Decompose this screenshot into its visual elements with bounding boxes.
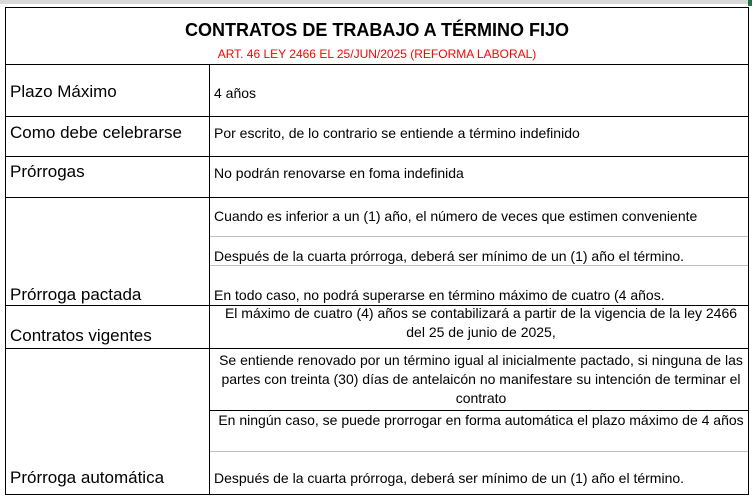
- row-divider: [6, 64, 748, 65]
- column-header-strip: [0, 0, 748, 4]
- value-prorrogas: No podrán renovarse en foma indefinida: [214, 165, 464, 181]
- row-divider: [6, 348, 748, 349]
- value-plazo-maximo: 4 años: [214, 85, 257, 101]
- value-prorroga-automatica-2: En ningún caso, se puede prorrogar en forma automática el plazo máximo de 4 años: [218, 412, 744, 428]
- value-prorroga-pactada-2: Después de la cuarta prórroga, deberá ser mínimo de un (1) año el término.: [214, 248, 685, 264]
- cell-divider: [209, 451, 748, 452]
- value-prorroga-pactada-3: En todo caso, no podrá superarse en término máximo de cuatro (4 años.: [214, 287, 665, 303]
- label-como-celebrarse: Como debe celebrarse: [10, 123, 182, 142]
- cell-divider: [209, 236, 748, 237]
- contract-table: [5, 7, 749, 495]
- label-prorroga-pactada: Prórroga pactada: [10, 285, 142, 304]
- value-prorroga-pactada-1: Cuando es inferior a un (1) año, el número de veces que estimen conveniente: [214, 208, 698, 224]
- value-prorroga-automatica-3: Después de la cuarta prórroga, deberá ser mínimo de un (1) año el término.: [214, 470, 685, 486]
- value-prorroga-automatica-1: Se entiende renovado por un término igual al inicialmente pactado, si ninguna de las partes con treinta (30) días de antelaicón no manifestare su intención de terminar el contrato: [219, 352, 743, 406]
- column-divider: [209, 64, 210, 494]
- row-divider: [6, 156, 748, 157]
- row-divider: [6, 116, 748, 117]
- cell-divider: [209, 265, 748, 266]
- label-prorroga-automatica: Prórroga automática: [10, 468, 165, 487]
- spreadsheet-top-strip: [0, 0, 754, 6]
- selection-indicator: [748, 0, 752, 6]
- label-contratos-vigentes: Contratos vigentes: [10, 326, 152, 345]
- label-plazo-maximo: Plazo Máximo: [10, 82, 117, 101]
- table-title: CONTRATOS DE TRABAJO A TÉRMINO FIJO: [184, 20, 569, 40]
- row-divider: [6, 197, 748, 198]
- value-como-celebrarse: Por escrito, de lo contrario se entiende a término indefinido: [214, 125, 580, 141]
- value-contratos-vigentes: El máximo de cuatro (4) años se contabilizará a partir de la vigencia de la ley 2466 del 25 de junio de 2025,: [224, 305, 738, 340]
- table-subtitle: ART. 46 LEY 2466 EL 25/JUN/2025 (REFORMA LABORAL): [217, 47, 537, 61]
- label-prorrogas: Prórrogas: [10, 162, 85, 181]
